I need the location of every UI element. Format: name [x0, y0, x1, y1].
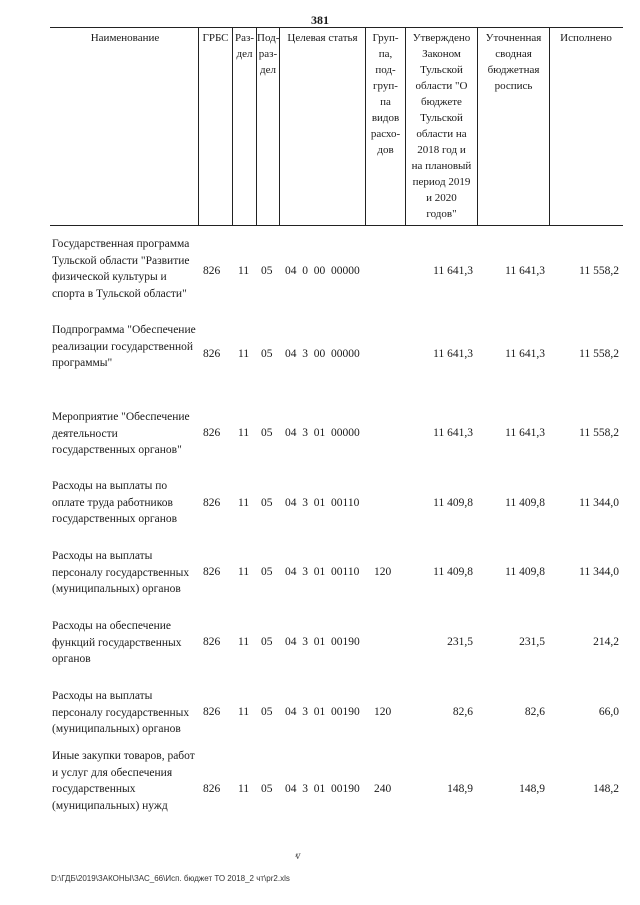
table-row [0, 236, 640, 316]
row-grbs: 826 [203, 783, 221, 795]
row-name: Подпрограмма "Обеспечение реализации государственной программы" [52, 324, 196, 369]
row-refined: 11 409,8 [505, 497, 545, 509]
row-podrazdel: 05 [261, 427, 273, 439]
row-vr: 120 [374, 566, 392, 578]
col-divider [198, 27, 199, 226]
table-row [0, 322, 640, 392]
row-tselevaya: 04 3 01 00000 [285, 427, 360, 439]
row-tselevaya: 04 3 01 00110 [285, 566, 360, 578]
row-razdel: 11 [238, 348, 250, 360]
row-name: Государственная программа Тульской области "Развитие физической культуры и спорта в Тульской области" [52, 238, 190, 300]
table-row [0, 478, 640, 530]
row-approved: 11 409,8 [433, 566, 473, 578]
row-tselevaya: 04 3 01 00190 [285, 706, 360, 718]
header-grbs: ГРБС [202, 32, 229, 44]
row-razdel: 11 [238, 636, 250, 648]
col-divider [549, 27, 550, 226]
row-tselevaya: 04 3 01 00110 [285, 497, 360, 509]
row-refined: 11 641,3 [505, 265, 545, 277]
row-refined: 231,5 [519, 636, 545, 648]
table-row [0, 618, 640, 670]
row-refined: 11 641,3 [505, 427, 545, 439]
table-row [0, 409, 640, 461]
row-refined: 11 409,8 [505, 566, 545, 578]
col-divider [279, 27, 280, 226]
row-grbs: 826 [203, 566, 221, 578]
row-approved: 11 641,3 [433, 265, 473, 277]
row-name: Расходы на выплаты персоналу государственных (муниципальных) органов [52, 690, 190, 735]
header-gruppa-vidov-rashodov: Груп- па, под- груп- па видов расхо- дов [370, 32, 401, 156]
row-executed: 11 558,2 [579, 427, 619, 439]
header-name: Наименование [90, 32, 160, 44]
row-razdel: 11 [238, 706, 250, 718]
scan-artifact-mark: ⱴ [295, 848, 301, 862]
row-approved: 11 641,3 [433, 348, 473, 360]
row-executed: 11 558,2 [579, 265, 619, 277]
row-grbs: 826 [203, 636, 221, 648]
row-name: Иные закупки товаров, работ и услуг для обеспечения государственных (муниципальных) нужд [52, 750, 195, 812]
row-razdel: 11 [238, 566, 250, 578]
row-executed: 11 558,2 [579, 348, 619, 360]
row-podrazdel: 05 [261, 265, 273, 277]
page-number: 381 [311, 13, 329, 27]
header-utverzhdeno: Утверждено Законом Тульской области "О бюджете Тульской области на 2018 год и на плановый период 2019 и 2020 годов" [411, 32, 472, 220]
header-razdel: Раз- дел [234, 32, 254, 60]
table-row [0, 548, 640, 600]
row-name: Расходы на выплаты персоналу государственных (муниципальных) органов [52, 550, 190, 595]
row-grbs: 826 [203, 497, 221, 509]
table-row [0, 748, 640, 833]
row-podrazdel: 05 [261, 783, 273, 795]
row-razdel: 11 [238, 265, 250, 277]
row-tselevaya: 04 0 00 00000 [285, 265, 360, 277]
header-ispolneno: Исполнено [560, 32, 612, 44]
row-vr: 120 [374, 706, 392, 718]
row-executed: 11 344,0 [579, 566, 619, 578]
row-podrazdel: 05 [261, 706, 273, 718]
row-refined: 82,6 [524, 706, 545, 718]
file-path-footer: D:\ГДБ\2019\ЗАКОНЫ\ЗАС_66\Исп. бюджет ТО 2018_2 чт\pr2.xls [51, 874, 290, 883]
row-podrazdel: 05 [261, 497, 273, 509]
row-grbs: 826 [203, 348, 221, 360]
row-executed: 66,0 [598, 706, 619, 718]
row-grbs: 826 [203, 706, 221, 718]
row-podrazdel: 05 [261, 636, 273, 648]
row-executed: 214,2 [593, 636, 619, 648]
row-approved: 231,5 [447, 636, 473, 648]
row-tselevaya: 04 3 01 00190 [285, 783, 360, 795]
row-name: Расходы на выплаты по оплате труда работников государственных органов [52, 480, 178, 525]
row-razdel: 11 [238, 427, 250, 439]
row-podrazdel: 05 [261, 566, 273, 578]
row-razdel: 11 [238, 783, 250, 795]
row-approved: 11 409,8 [433, 497, 473, 509]
row-vr: 240 [374, 783, 392, 795]
row-tselevaya: 04 3 00 00000 [285, 348, 360, 360]
row-approved: 11 641,3 [433, 427, 473, 439]
row-name: Расходы на обеспечение функций государственных органов [52, 620, 182, 665]
row-tselevaya: 04 3 01 00190 [285, 636, 360, 648]
row-executed: 11 344,0 [579, 497, 619, 509]
row-name: Мероприятие "Обеспечение деятельности государственных органов" [52, 411, 190, 456]
row-podrazdel: 05 [261, 348, 273, 360]
header-tselevaya-statya: Целевая статья [287, 32, 358, 44]
header-top-border [50, 27, 623, 28]
header-bottom-border [50, 225, 623, 226]
row-executed: 148,2 [593, 783, 619, 795]
header-podrazdel: Под- раз- дел [257, 32, 280, 76]
row-grbs: 826 [203, 427, 221, 439]
row-approved: 82,6 [452, 706, 473, 718]
header-utochnennaya: Уточненная сводная бюджетная роспись [485, 32, 542, 92]
row-razdel: 11 [238, 497, 250, 509]
row-refined: 148,9 [519, 783, 545, 795]
row-refined: 11 641,3 [505, 348, 545, 360]
table-row [0, 688, 640, 740]
row-grbs: 826 [203, 265, 221, 277]
row-approved: 148,9 [447, 783, 473, 795]
